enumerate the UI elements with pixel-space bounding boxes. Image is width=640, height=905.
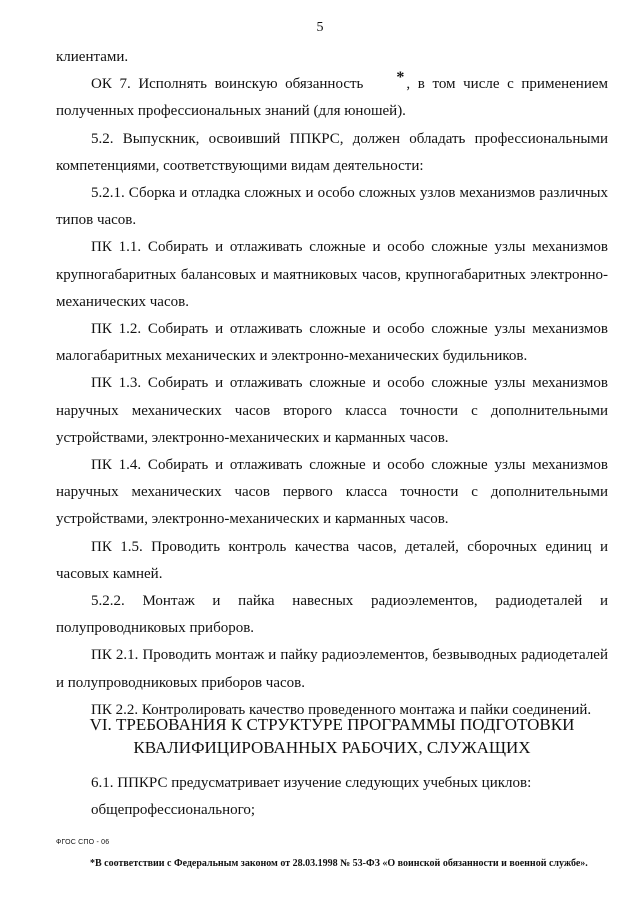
paragraph-5-2-2: 5.2.2. Монтаж и пайка навесных радиоэлементов, радиодеталей и полупроводниковых приборов. xyxy=(56,593,608,637)
paragraph-pk-1-1: ПК 1.1. Собирать и отлаживать сложные и особо сложные узлы механизмов крупногабаритных балансовых и маятниковых часов, крупногабаритных электронно-механических часов. xyxy=(56,239,608,310)
footnote-text: *В соответствии с Федеральным законом от 28.03.1998 № 53-ФЗ «О воинской обязанности и военной службе». xyxy=(90,858,588,869)
paragraph-cycle-item: общепрофессионального; xyxy=(91,802,256,819)
paragraph-5-2: 5.2. Выпускник, освоивший ППКРС, должен обладать профессиональными компетенциями, соответствующими видам деятельности: xyxy=(56,130,608,174)
footer-document-code: ФГОС СПО - 06 xyxy=(56,839,110,846)
ok7-text-after: , в том числе с применением полученных профессиональных знаний (для юношей). xyxy=(56,76,608,120)
section-heading xyxy=(56,713,608,759)
section-heading-line-2: КВАЛИФИЦИРОВАННЫХ РАБОЧИХ, СЛУЖАЩИХ xyxy=(133,738,531,757)
paragraph-continuation: клиентами. xyxy=(56,49,129,65)
paragraph-5-2-1: 5.2.1. Сборка и отладка сложных и особо сложных узлов механизмов различных типов часов. xyxy=(56,185,608,229)
paragraph-pk-2-2: ПК 2.2. Контролировать качество проведенного монтажа и пайки соединений. xyxy=(91,701,592,718)
paragraph-pk-1-3: ПК 1.3. Собирать и отлаживать сложные и особо сложные узлы механизмов наручных механических часов второго класса точности с дополнительными устройствами, электронно-механических и карманных часов. xyxy=(56,375,608,446)
document-body xyxy=(56,44,608,724)
paragraph-pk-1-2: ПК 1.2. Собирать и отлаживать сложные и особо сложные узлы механизмов малогабаритных механических и электронно-механических будильников. xyxy=(56,321,608,365)
paragraph-pk-2-1: ПК 2.1. Проводить монтаж и пайку радиоэлементов, безвыводных радиодеталей и полупроводниковых приборов часов. xyxy=(56,647,608,691)
paragraph-pk-1-4: ПК 1.4. Собирать и отлаживать сложные и особо сложные узлы механизмов наручных механических часов первого класса точности с дополнительными устройствами, электронно-механических и карманных часов. xyxy=(56,457,608,528)
section-body xyxy=(56,770,608,824)
footnote-marker: * xyxy=(396,69,405,87)
paragraph-ok7 xyxy=(56,71,608,125)
page-number: 5 xyxy=(316,20,324,35)
ok7-text-before: ОК 7. Исполнять воинскую обязанность xyxy=(91,76,364,93)
section-heading-line-1: VI. ТРЕБОВАНИЯ К СТРУКТУРЕ ПРОГРАММЫ ПОДГОТОВКИ xyxy=(89,715,575,734)
paragraph-6-1: 6.1. ППКРС предусматривает изучение следующих учебных циклов: xyxy=(91,775,532,791)
paragraph-pk-1-5: ПК 1.5. Проводить контроль качества часов, деталей, сборочных единиц и часовых камней. xyxy=(56,538,608,582)
